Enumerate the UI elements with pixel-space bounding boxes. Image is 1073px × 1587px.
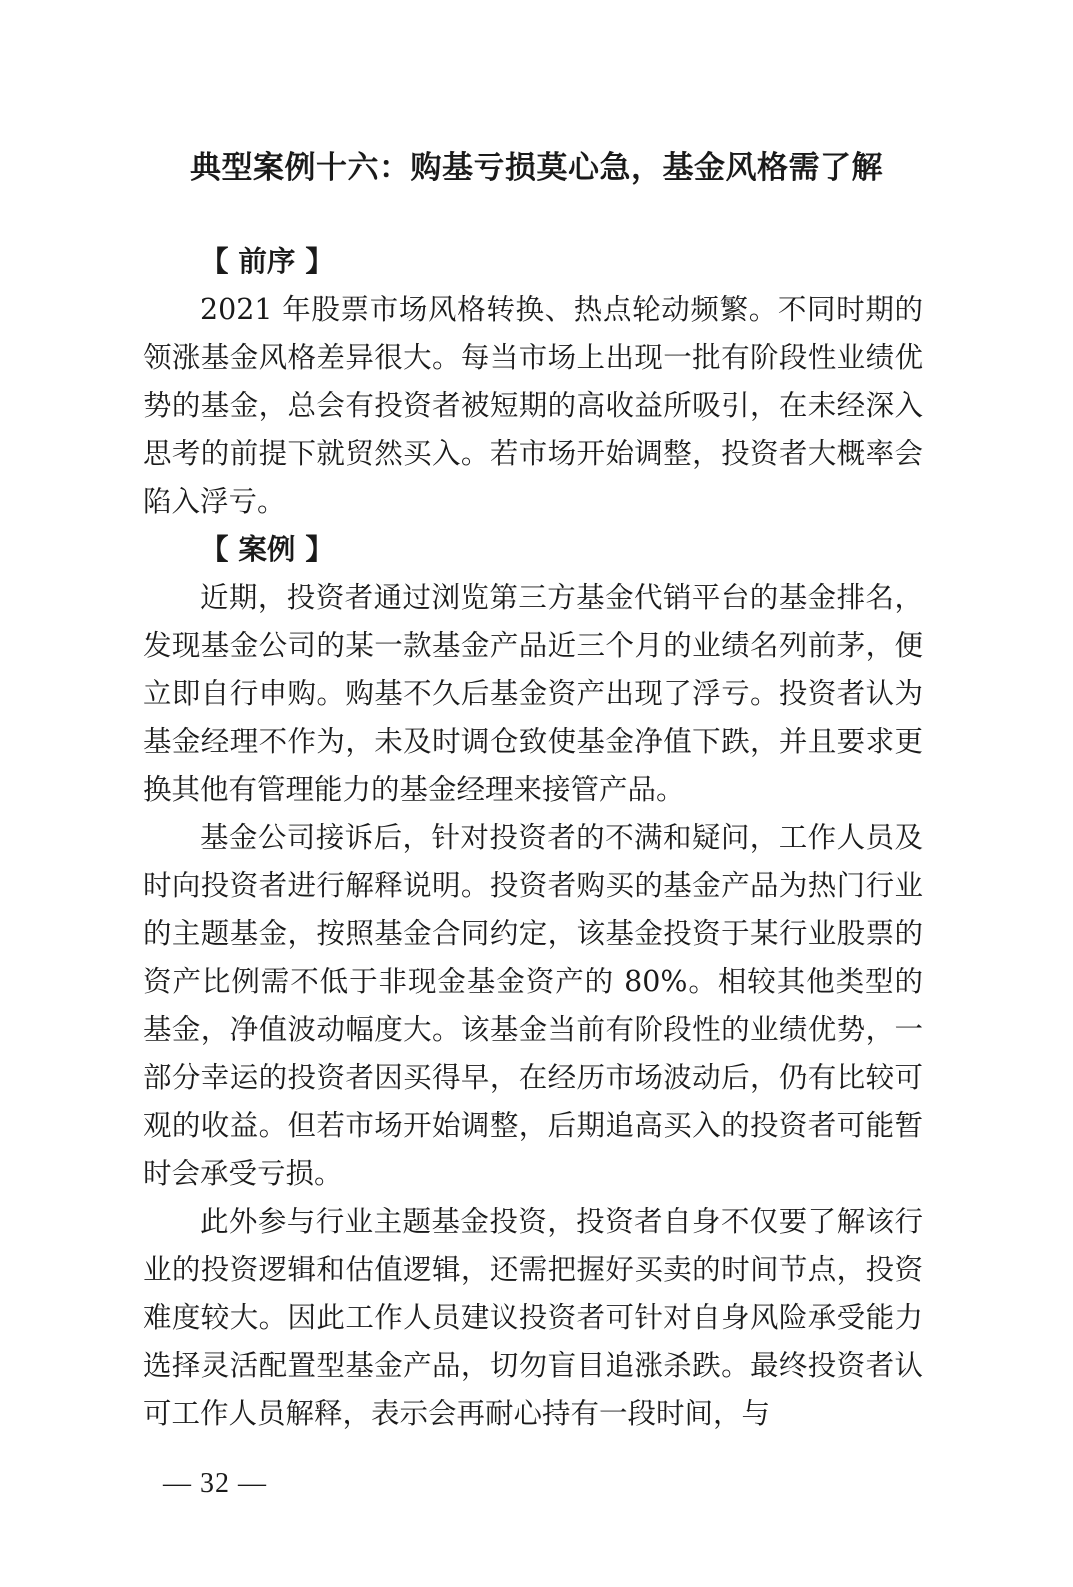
page-title: 典型案例十六：购基亏损莫心急，基金风格需了解 xyxy=(190,150,883,186)
paragraph: 2021 年股票市场风格转换、热点轮动频繁。不同时期的领涨基金风格差异很大。每当市场上出现一批有阶段性业绩优势的基金，总会有投资者被短期的高收益所吸引，在未经深入思考的前提下就贸然买入。若市场开始调整，投资者大概率会陷入浮亏。 xyxy=(143,293,923,518)
paragraph: 近期，投资者通过浏览第三方基金代销平台的基金排名，发现基金公司的某一款基金产品近三个月的业绩名列前茅，便立即自行申购。购基不久后基金资产出现了浮亏。投资者认为基金经理不作为，未及时调仓致使基金净值下跌，并且要求更换其他有管理能力的基金经理来接管产品。 xyxy=(143,581,923,806)
section-heading-preface: 【 前序 】 xyxy=(200,245,334,278)
paragraph: 此外参与行业主题基金投资，投资者自身不仅要了解该行业的投资逻辑和估值逻辑，还需把握好买卖的时间节点，投资难度较大。因此工作人员建议投资者可针对自身风险承受能力选择灵活配置型基金产品，切勿盲目追涨杀跌。最终投资者认可工作人员解释，表示会再耐心持有一段时间，与 xyxy=(143,1205,923,1430)
section-heading-case: 【 案例 】 xyxy=(200,533,334,566)
page-number: — 32 — xyxy=(163,1468,267,1499)
paragraph: 基金公司接诉后，针对投资者的不满和疑问，工作人员及时向投资者进行解释说明。投资者购买的基金产品为热门行业的主题基金，按照基金合同约定，该基金投资于某行业股票的资产比例需不低于非现金基金资产的 80%。相较其他类型的基金，净值波动幅度大。该基金当前有阶段性的业绩优势，一部分幸运的投资者因买得早，在经历市场波动后，仍有比较可观的收益。但若市场开始调整，后期追高买入的投资者可能暂时会承受亏损。 xyxy=(143,821,923,1190)
document-body xyxy=(143,238,923,1438)
